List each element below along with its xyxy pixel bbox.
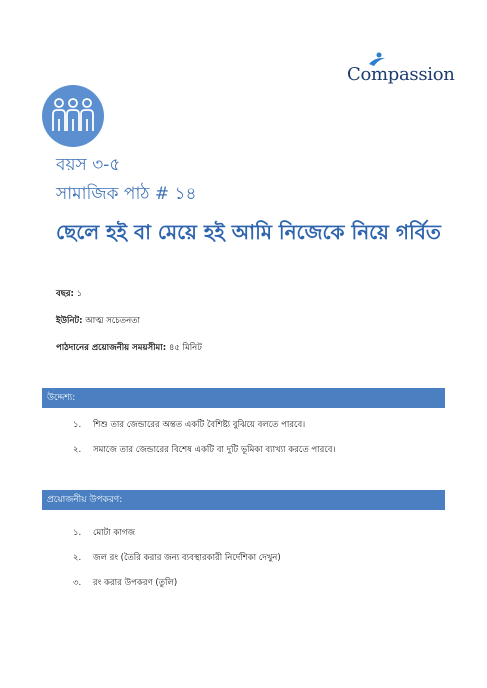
age-group-badge xyxy=(42,85,104,147)
meta-unit xyxy=(56,314,140,328)
material-item xyxy=(73,526,135,540)
material-text: মোটা কাগজ xyxy=(93,528,136,538)
age-range: বয়স ৩-৫ xyxy=(56,155,121,175)
material-item xyxy=(73,551,281,565)
objective-number: ২. xyxy=(73,445,82,455)
children-group-icon xyxy=(50,95,96,137)
lesson-number: সামাজিক পাঠ # ১৪ xyxy=(56,184,197,204)
material-number: ১. xyxy=(73,528,82,538)
meta-year-label: বছর: xyxy=(56,289,74,299)
lesson-title: ছেলে হই বা মেয়ে হই আমি নিজেকে নিয়ে গর্বিত xyxy=(56,220,441,244)
objective-number: ১. xyxy=(73,420,82,430)
meta-time-value: ৪৫ মিনিট xyxy=(168,343,202,353)
objective-item xyxy=(73,418,305,432)
meta-time xyxy=(56,341,202,355)
material-number: ৩. xyxy=(73,578,82,588)
meta-year-value: ১ xyxy=(76,289,83,299)
material-text: জল রং (তৈরি করার জন্য ব্যবস্থারকারী নির্দেশিকা দেখুন) xyxy=(93,553,281,563)
compassion-logo xyxy=(345,52,455,92)
objectives-heading: উদ্দেশ্য: xyxy=(42,388,445,408)
material-number: ২. xyxy=(73,553,82,563)
material-text: রং করার উপকরণ (তুলি) xyxy=(93,578,178,588)
meta-time-label: পাঠদানের প্রয়োজনীয় সময়সীমা: xyxy=(56,343,167,353)
objective-text: সমাজে তার জেন্ডারের বিশেষ একটি বা দুটি ভূমিকা ব্যাখ্যা করতে পারবে। xyxy=(93,445,336,455)
materials-heading: প্রয়োজনীয় উপকরণ: xyxy=(42,490,445,510)
material-item xyxy=(73,576,177,590)
meta-unit-value: আত্ম সচেতনতা xyxy=(85,316,141,326)
objective-text: শিশু তার জেন্ডারের অন্তত একটি বৈশিষ্ট্য বুঝিয়ে বলতে পারবে। xyxy=(93,420,306,430)
objective-item xyxy=(73,443,336,457)
meta-unit-label: ইউনিট: xyxy=(56,316,83,326)
compassion-logo-text: Compassion xyxy=(347,64,455,85)
meta-year xyxy=(56,287,82,301)
